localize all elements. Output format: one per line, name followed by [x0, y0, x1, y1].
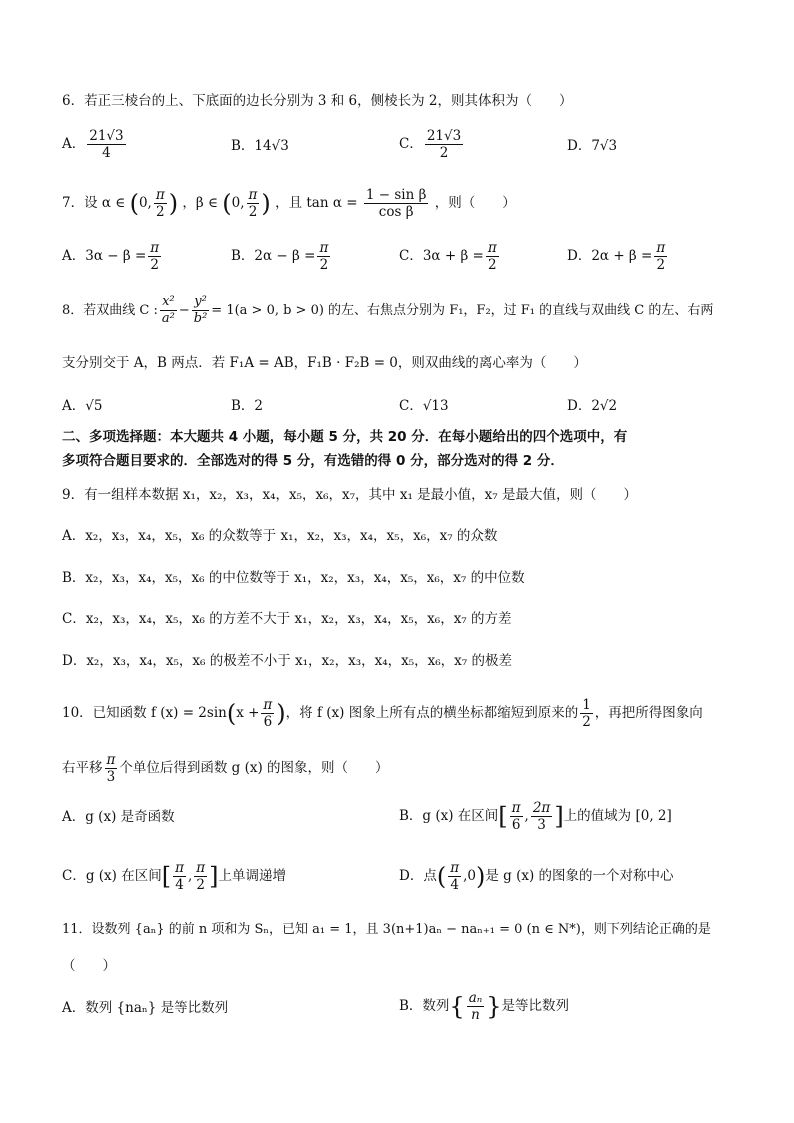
section-heading-line2: 多项符合题目要求的．全部选对的得 5 分，有选错的得 0 分，部分选对的得 2 分．: [62, 453, 564, 469]
q8-option-d: D．2√2: [567, 398, 618, 414]
q10-stem-line1: 10．已知函数 f (x) = 2sin(x + $\frac{\pi}{6}$ )，将 f (x) 图象上所有点的横坐标都缩短到原来的 $\frac{1}{2}$ ，再把所得图象向: [62, 697, 703, 730]
q7-option-d: D．2α + β = $\frac{\pi}{2}$: [567, 240, 666, 273]
q10-option-d: D．点( $\frac{\pi}{4}$ ,0)是 g (x) 的图象的一个对称中心: [399, 860, 674, 893]
q10-option-b: B．g (x) 在区间[ $\frac{\pi}{6}$ , $\frac{2\pi}{3}$ ]上的值域为 [0, 2]: [399, 800, 672, 833]
q8-stem-line1: 8．若双曲线 C : $\frac{\text{x²}}{\text{a²}}$ − $\frac{\text{y²}}{\text{b²}}$ = 1(a > 0, b > 0) 的左、右焦点分别为 F₁，F₂，过 F₁ 的直线与双曲线 C 的左、右两: [62, 294, 714, 326]
q11-option-a: A．数列 {naₙ} 是等比数列: [62, 1000, 229, 1016]
q11-stem: 11．设数列 {aₙ} 的前 n 项和为 Sₙ，已知 a₁ = 1，且 3(n+1)aₙ − naₙ₊₁ = 0 (n ∈ N*)，则下列结论正确的是: [62, 922, 711, 937]
q9-option-c: C．x₂，x₃，x₄，x₅，x₆ 的方差不大于 x₁，x₂，x₃，x₄，x₅，x₆，x₇ 的方差: [62, 611, 512, 627]
q7-option-c: C．3α + β = $\frac{\pi}{2}$: [399, 240, 497, 273]
q10-option-c: C．g (x) 在区间[ $\frac{\pi}{4}$ , $\frac{\pi}{2}$ ]上单调递增: [62, 860, 286, 893]
q6-stem: 6．若正三棱台的上、下底面的边长分别为 3 和 6，侧棱长为 2，则其体积为（ ）: [62, 93, 573, 109]
q9-option-b: B．x₂，x₃，x₄，x₅，x₆ 的中位数等于 x₁，x₂，x₃，x₄，x₅，x₆，x₇ 的中位数: [62, 570, 525, 586]
q8-option-c: C．√13: [399, 398, 449, 414]
q6-option-b: B．14√3: [231, 138, 289, 154]
q7-option-b: B．2α − β = $\frac{\pi}{2}$: [231, 240, 329, 273]
q10-stem-line2: 右平移 $\frac{\pi}{3}$ 个单位后得到函数 g (x) 的图象，则（ ）: [62, 752, 389, 785]
q8-option-a: A．√5: [62, 398, 103, 414]
q11-paren: （ ）: [62, 958, 116, 974]
q6-option-d: D．7√3: [567, 138, 618, 154]
q11-option-b: B．数列{ $\frac{\text{aₙ}}{n}$ }是等比数列: [399, 990, 570, 1023]
q9-option-a: A．x₂，x₃，x₄，x₅，x₆ 的众数等于 x₁，x₂，x₃，x₄，x₅，x₆，x₇ 的众数: [62, 528, 498, 544]
q9-stem: 9．有一组样本数据 x₁，x₂，x₃，x₄，x₅，x₆，x₇，其中 x₁ 是最小值，x₇ 是最大值，则（ ）: [62, 487, 637, 503]
q6-option-a: A． $\frac{21√3}{4}$: [62, 128, 124, 161]
q6-option-c: C． $\frac{21√3}{2}$: [399, 128, 462, 161]
q8-option-b: B．2: [231, 398, 264, 414]
section-heading-line1: 二、多项选择题：本大题共 4 小题，每小题 5 分，共 20 分．在每小题给出的四个选项中，有: [62, 429, 628, 445]
q8-stem-line2: 支分别交于 A，B 两点．若 F₁A = AB，F₁B · F₂B = 0，则双曲线的离心率为（ ）: [62, 355, 587, 371]
q7-option-a: A．3α − β = $\frac{\pi}{2}$: [62, 240, 160, 273]
q10-option-a: A．g (x) 是奇函数: [62, 809, 175, 825]
q9-option-d: D．x₂，x₃，x₄，x₅，x₆ 的极差不小于 x₁，x₂，x₃，x₄，x₅，x₆，x₇ 的极差: [62, 653, 513, 669]
q7-stem: 7．设 α ∈ (0, $\frac{\pi}{2}$ ) ，β ∈ (0, $\frac{\pi}{2}$ ) ，且 tan α = $\frac{\text{1 − sin β}}{\text{cos β}}$ ，则（ ）: [62, 187, 516, 220]
